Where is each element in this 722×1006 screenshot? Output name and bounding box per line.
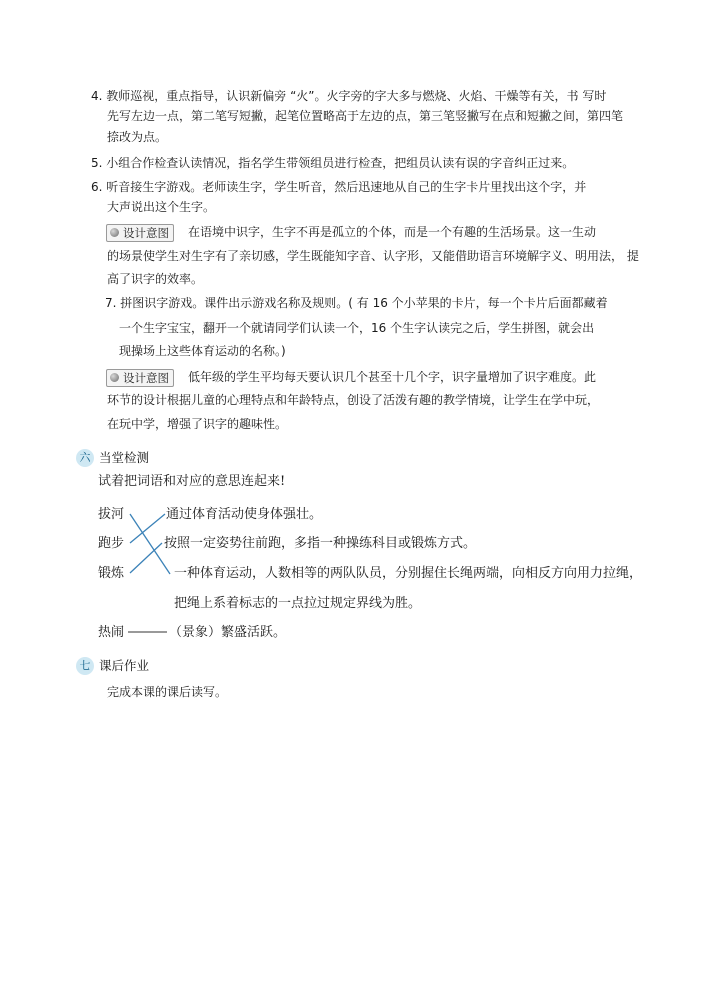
item-7-line-3: 现操场上这些体育运动的名称。) xyxy=(119,344,286,358)
meaning-4: （景象）繁盛活跃。 xyxy=(169,625,287,640)
word-duanlian: 锻炼 xyxy=(98,566,125,581)
line-paobu-to-meaning-1 xyxy=(130,514,165,543)
note-2-line-2: 环节的设计根据儿童的心理特点和年龄特点，创设了活泼有趣的教学情境，让学生在学中玩， xyxy=(107,393,600,407)
note-1-line-3: 高了识字的效率。 xyxy=(107,272,204,286)
item-6-line-2: 大声说出这个生字。 xyxy=(107,200,216,214)
meaning-1: 通过体育活动使身体强壮。 xyxy=(166,507,323,522)
meaning-3-line-2: 把绳上系着标志的一点拉过规定界线为胜。 xyxy=(174,596,422,611)
meaning-2: 按照一定姿势往前跑，多指一种操练科目或锻炼方式。 xyxy=(164,536,477,551)
section-7-number: 七 xyxy=(76,657,94,675)
item-5-line-1: 5. 小组合作检查认读情况，指名学生带领组员进行检查，把组员认读有误的字音纠正过来。 xyxy=(91,156,575,170)
line-bahe-to-meaning-3 xyxy=(130,514,170,574)
item-4-line-1: 4. 教师巡视，重点指导，认识新偏旁 “火”。火字旁的字大多与燃烧、火焰、干燥等有关，书 写时 xyxy=(91,89,607,103)
item-7-line-1: 7. 拼图识字游戏。课件出示游戏名称及规则。( 有 16 个小苹果的卡片，每一个卡片后面都藏着 xyxy=(105,296,608,310)
homework-text: 完成本课的课后读写。 xyxy=(107,685,228,699)
note-2-line-1: 低年级的学生平均每天要认识几个甚至十几个字，识字量增加了识字难度。此 xyxy=(188,370,597,384)
line-duanlian-to-meaning-2 xyxy=(130,543,162,573)
item-4-line-3: 捺改为点。 xyxy=(107,130,168,144)
section-6-number: 六 xyxy=(76,449,94,467)
word-bahe: 拔河 xyxy=(98,507,125,522)
item-6-line-1: 6. 听音接生字游戏。老师读生字，学生听音，然后迅速地从自己的生字卡片里找出这个字，并 xyxy=(91,180,587,194)
item-4-line-2: 先写左边一点，第二笔写短撇，起笔位置略高于左边的点，第三笔竖撇写在点和短撇之间，第四笔 xyxy=(107,109,624,123)
design-intent-label: 设计意图 xyxy=(123,371,169,385)
section-6-title: 当堂检测 xyxy=(99,450,150,465)
exercise-instruction: 试着把词语和对应的意思连起来! xyxy=(98,474,286,489)
word-paobu: 跑步 xyxy=(98,536,125,551)
note-2-line-3: 在玩中学，增强了识字的趣味性。 xyxy=(107,417,288,431)
section-7-title: 课后作业 xyxy=(99,658,150,673)
word-renao: 热闹 xyxy=(98,625,125,640)
note-1-line-2: 的场景使学生对生字有了亲切感，学生既能知字音、认字形，又能借助语言环境解字义、明用法， 提 xyxy=(107,249,639,263)
item-7-line-2: 一个生字宝宝，翻开一个就请同学们认读一个，16 个生字认读完之后，学生拼图，就会出 xyxy=(119,321,595,335)
note-1-line-1: 在语境中识字，生字不再是孤立的个体，而是一个有趣的生活场景。这一生动 xyxy=(188,225,597,239)
meaning-3-line-1: 一种体育运动，人数相等的两队队员，分别握住长绳两端，向相反方向用力拉绳， xyxy=(174,566,643,581)
design-intent-label: 设计意图 xyxy=(123,226,169,240)
